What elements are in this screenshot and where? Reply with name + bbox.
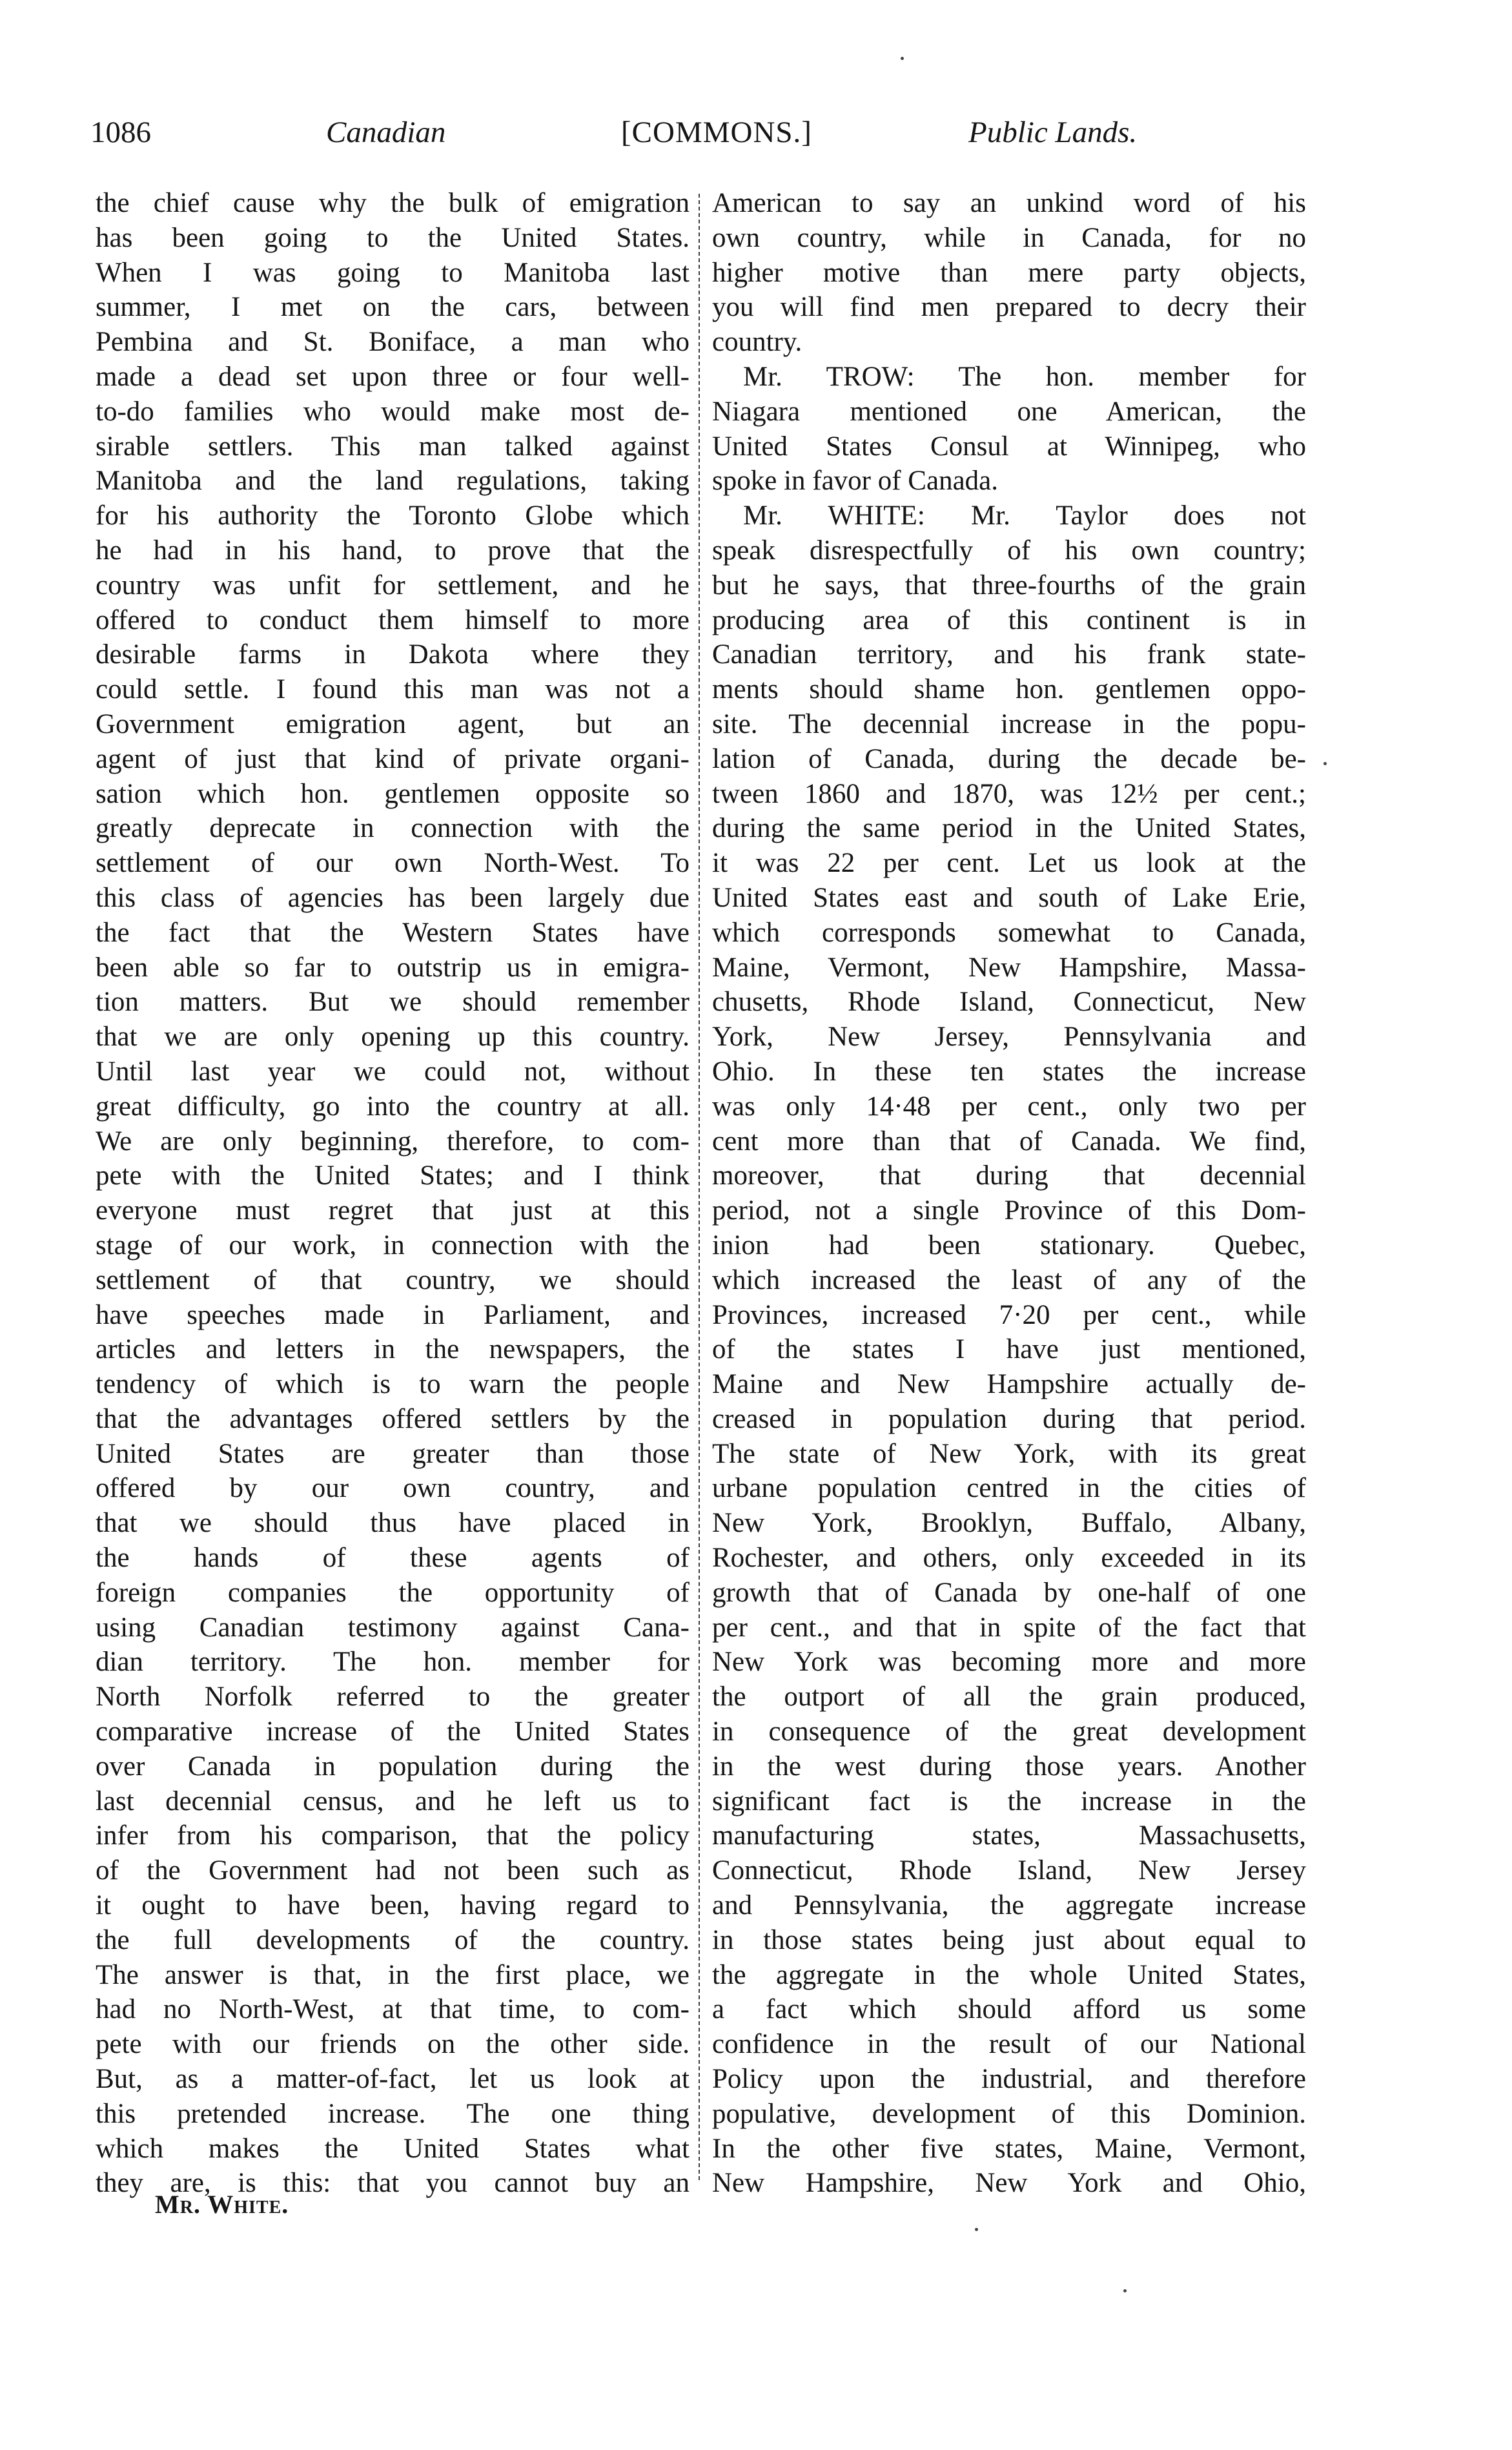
text-line: but he says, that three-fourths of the grain <box>712 570 1306 601</box>
text-line: in consequence of the great development <box>712 1716 1306 1747</box>
text-line: inion had been stationary. Quebec, <box>712 1230 1306 1261</box>
text-line: New York, Brooklyn, Buffalo, Albany, <box>712 1508 1306 1539</box>
text-line: last decennial census, and he left us to <box>96 1786 690 1817</box>
text-line: United States east and south of Lake Erie, <box>712 882 1306 913</box>
column-divider <box>699 194 700 2180</box>
print-speck <box>1323 762 1327 765</box>
text-line: lation of Canada, during the decade be- <box>712 743 1306 774</box>
text-line: Ohio. In these ten states the increase <box>712 1056 1306 1087</box>
text-line: producing area of this continent is in <box>712 604 1306 635</box>
text-line: he had in his hand, to prove that the <box>96 535 690 566</box>
text-line: great difficulty, go into the country at all. <box>96 1091 690 1122</box>
text-line: United States are greater than those <box>96 1438 690 1469</box>
text-line: moreover, that during that decennial <box>712 1160 1306 1191</box>
text-line: this class of agencies has been largely due <box>96 882 690 913</box>
text-line: higher motive than mere party objects, <box>712 257 1306 288</box>
text-line: it ought to have been, having regard to <box>96 1890 690 1921</box>
print-speck <box>975 2228 978 2231</box>
text-line: of the Government had not been such as <box>96 1855 690 1886</box>
text-line: period, not a single Province of this Dom- <box>712 1195 1306 1226</box>
text-line: everyone must regret that just at this <box>96 1195 690 1226</box>
text-line: during the same period in the United States, <box>712 813 1306 844</box>
text-line: confidence in the result of our National <box>712 2029 1306 2060</box>
text-line: We are only beginning, therefore, to com- <box>96 1126 690 1157</box>
text-line: But, as a matter-of-fact, let us look at <box>96 2064 690 2095</box>
text-line: dian territory. The hon. member for <box>96 1647 690 1678</box>
text-line: settlement of that country, we should <box>96 1264 690 1295</box>
text-line: which corresponds somewhat to Canada, <box>712 917 1306 948</box>
text-line: foreign companies the opportunity of <box>96 1577 690 1608</box>
text-line: the hands of these agents of <box>96 1543 690 1574</box>
text-line: infer from his comparison, that the policy <box>96 1820 690 1851</box>
running-head-right: Public Lands. <box>968 116 1138 149</box>
text-line: could settle. I found this man was not a <box>96 674 690 705</box>
text-line: The state of New York, with its great <box>712 1438 1306 1469</box>
right-column <box>712 186 1306 2201</box>
print-speck <box>1123 2289 1127 2292</box>
text-line: using Canadian testimony against Cana- <box>96 1612 690 1643</box>
text-line: sation which hon. gentlemen opposite so <box>96 778 690 809</box>
running-head-left: Canadian <box>326 116 446 149</box>
text-line: which makes the United States what <box>96 2133 690 2164</box>
text-line: growth that of Canada by one-half of one <box>712 1577 1306 1608</box>
text-line: the fact that the Western States have <box>96 917 690 948</box>
text-line: over Canada in population during the <box>96 1751 690 1782</box>
text-line: desirable farms in Dakota where they <box>96 639 690 670</box>
text-line: been able so far to outstrip us in emigra- <box>96 952 690 983</box>
text-line: manufacturing states, Massachusetts, <box>712 1820 1306 1851</box>
text-line: comparative increase of the United States <box>96 1716 690 1747</box>
text-line: that we should thus have placed in <box>96 1508 690 1539</box>
text-line: summer, I met on the cars, between <box>96 292 690 323</box>
text-line: had no North-West, at that time, to com- <box>96 1994 690 2025</box>
text-line: Government emigration agent, but an <box>96 708 690 739</box>
text-line: North Norfolk referred to the greater <box>96 1682 690 1713</box>
text-line: American to say an unkind word of his <box>712 188 1306 218</box>
text-line: pete with the United States; and I think <box>96 1160 690 1191</box>
text-line: Connecticut, Rhode Island, New Jersey <box>712 1855 1306 1886</box>
text-line: a fact which should afford us some <box>712 1994 1306 2025</box>
text-line: in the west during those years. Another <box>712 1751 1306 1782</box>
text-line: that we are only opening up this country. <box>96 1022 690 1053</box>
text-line: chusetts, Rhode Island, Connecticut, New <box>712 987 1306 1018</box>
text-line: this pretended increase. The one thing <box>96 2098 690 2129</box>
text-line: offered to conduct them himself to more <box>96 604 690 635</box>
left-column <box>96 186 690 2201</box>
text-line: In the other five states, Maine, Vermont, <box>712 2133 1306 2164</box>
text-line: York, New Jersey, Pennsylvania and <box>712 1022 1306 1053</box>
text-line: the chief cause why the bulk of emigration <box>96 188 690 218</box>
text-line: The answer is that, in the first place, we <box>96 1959 690 1990</box>
catchword: Mr. White. <box>155 2190 289 2219</box>
text-line: significant fact is the increase in the <box>712 1786 1306 1817</box>
text-line: the full developments of the country. <box>96 1924 690 1955</box>
text-line: creased in population during that period. <box>712 1403 1306 1434</box>
text-line: pete with our friends on the other side. <box>96 2029 690 2060</box>
text-line: tion matters. But we should remember <box>96 987 690 1018</box>
text-line: of the states I have just mentioned, <box>712 1334 1306 1365</box>
text-line: United States Consul at Winnipeg, who <box>712 431 1306 462</box>
text-line: spoke in favor of Canada. <box>712 466 998 497</box>
text-line: Pembina and St. Boniface, a man who <box>96 327 690 358</box>
running-head <box>0 115 1512 160</box>
text-line: stage of our work, in connection with the <box>96 1230 690 1261</box>
text-line: the outport of all the grain produced, <box>712 1682 1306 1713</box>
text-line: offered by our own country, and <box>96 1473 690 1504</box>
text-line: has been going to the United States. <box>96 222 690 253</box>
text-line: New York was becoming more and more <box>712 1647 1306 1678</box>
text-line: have speeches made in Parliament, and <box>96 1299 690 1330</box>
text-line: sirable settlers. This man talked against <box>96 431 690 462</box>
text-line: tween 1860 and 1870, was 12½ per cent.; <box>712 778 1306 809</box>
text-line: populative, development of this Dominion. <box>712 2098 1306 2129</box>
text-line: Provinces, increased 7·20 per cent., while <box>712 1299 1306 1330</box>
text-line: New Hampshire, New York and Ohio, <box>712 2168 1306 2199</box>
text-line: it was 22 per cent. Let us look at the <box>712 848 1306 879</box>
text-line: When I was going to Manitoba last <box>96 257 690 288</box>
text-line: to-do families who would make most de- <box>96 396 690 427</box>
text-line: cent more than that of Canada. We find, <box>712 1126 1306 1157</box>
text-line: Until last year we could not, without <box>96 1056 690 1087</box>
text-line: in those states being just about equal to <box>712 1924 1306 1955</box>
text-line: they are, is this: that you cannot buy an <box>96 2168 690 2199</box>
running-head-center: [COMMONS.] <box>621 116 812 149</box>
text-line: Maine and New Hampshire actually de- <box>712 1369 1306 1400</box>
text-line: that the advantages offered settlers by the <box>96 1403 690 1434</box>
text-line: urbane population centred in the cities of <box>712 1473 1306 1504</box>
text-line: Rochester, and others, only exceeded in its <box>712 1543 1306 1574</box>
print-speck <box>901 57 904 60</box>
text-line: own country, while in Canada, for no <box>712 222 1306 253</box>
text-line: site. The decennial increase in the popu- <box>712 708 1306 739</box>
text-line: articles and letters in the newspapers, the <box>96 1334 690 1365</box>
speaker-line: Mr. TROW: The hon. member for <box>743 361 1306 392</box>
text-line: ments should shame hon. gentlemen oppo- <box>712 674 1306 705</box>
text-line: country was unfit for settlement, and he <box>96 570 690 601</box>
text-line: agent of just that kind of private organi- <box>96 743 690 774</box>
text-line: Maine, Vermont, New Hampshire, Massa- <box>712 952 1306 983</box>
text-line: speak disrespectfully of his own country; <box>712 535 1306 566</box>
page-number: 1086 <box>90 116 151 149</box>
text-line: for his authority the Toronto Globe which <box>96 500 690 531</box>
text-line: Manitoba and the land regulations, taking <box>96 466 690 497</box>
text-line: and Pennsylvania, the aggregate increase <box>712 1890 1306 1921</box>
text-line: greatly deprecate in connection with the <box>96 813 690 844</box>
text-line: made a dead set upon three or four well- <box>96 361 690 392</box>
text-line: which increased the least of any of the <box>712 1264 1306 1295</box>
text-line: was only 14·48 per cent., only two per <box>712 1091 1306 1122</box>
text-line: Policy upon the industrial, and therefore <box>712 2064 1306 2095</box>
text-line: country. <box>712 327 802 358</box>
text-line: tendency of which is to warn the people <box>96 1369 690 1400</box>
text-line: Canadian territory, and his frank state- <box>712 639 1306 670</box>
text-line: the aggregate in the whole United States, <box>712 1959 1306 1990</box>
text-line: Niagara mentioned one American, the <box>712 396 1306 427</box>
text-line: per cent., and that in spite of the fact that <box>712 1612 1306 1643</box>
text-line: settlement of our own North-West. To <box>96 848 690 879</box>
speaker-line: Mr. WHITE: Mr. Taylor does not <box>743 500 1306 531</box>
text-line: you will find men prepared to decry their <box>712 292 1306 323</box>
